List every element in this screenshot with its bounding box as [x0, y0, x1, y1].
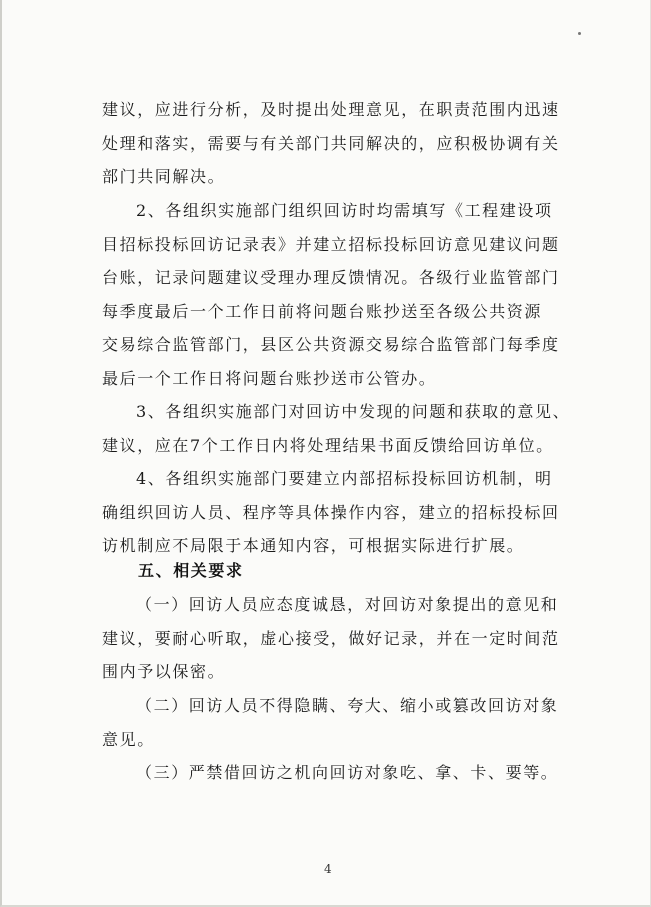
page-number: 4 — [324, 862, 332, 876]
text-line: 围内予以保密。 — [102, 662, 226, 681]
text-line: 交易综合监管部门，县区公共资源交易综合监管部门每季度 — [102, 335, 560, 354]
text-line: （二）回访人员不得隐瞒、夸大、缩小或篡改回访对象 — [136, 696, 559, 715]
text-line: 建议，应进行分析，及时提出处理意见，在职责范围内迅速 — [102, 100, 560, 119]
text-line: 访机制应不局限于本通知内容，可根据实际进行扩展。 — [102, 536, 525, 555]
text-line: 3、各组织实施部门对回访中发现的问题和获取的意见、 — [136, 402, 571, 421]
scan-speck — [578, 32, 581, 35]
text-line: 目招标投标回访记录表》并建立招标投标回访意见建议问题 — [102, 234, 560, 254]
text-line: 台账，记录问题建议受理办理反馈情况。各级行业监管部门 — [102, 268, 560, 287]
requirement-1 — [102, 588, 572, 689]
text-line: 建议，应在7个工作日内将处理结果书面反馈给回访单位。 — [102, 435, 554, 455]
text-line: 处理和落实，需要与有关部门共同解决的，应积极协调有关 — [102, 133, 560, 153]
text-line: 意见。 — [102, 729, 155, 749]
text-line: （三）严禁借回访之机向回访对象吃、拿、卡、要等。 — [136, 763, 559, 782]
paragraph-continuation — [102, 93, 572, 194]
text-line: （一）回访人员应态度诚恳，对回访对象提出的意见和 — [136, 595, 559, 614]
paragraph-item-2 — [102, 194, 572, 395]
requirement-3 — [102, 756, 572, 790]
paragraph-item-4 — [102, 462, 572, 563]
text-line: 确组织回访人员、程序等具体操作内容，建立的招标投标回 — [102, 502, 560, 522]
section-heading: 五、相关要求 — [138, 561, 244, 580]
requirement-2 — [102, 689, 572, 756]
text-line: 部门共同解决。 — [102, 167, 226, 186]
text-line: 最后一个工作日将问题台账抄送市公管办。 — [102, 368, 437, 388]
text-line: 4、各组织实施部门要建立内部招标投标回访机制，明 — [136, 469, 553, 488]
text-line: 每季度最后一个工作日前将问题台账抄送至各级公共资源 — [102, 301, 543, 321]
text-line: 2、各组织实施部门组织回访时均需填写《工程建设项 — [136, 201, 553, 220]
paragraph-item-3 — [102, 395, 572, 462]
text-line: 建议，要耐心听取，虚心接受，做好记录，并在一定时间范 — [102, 628, 560, 648]
